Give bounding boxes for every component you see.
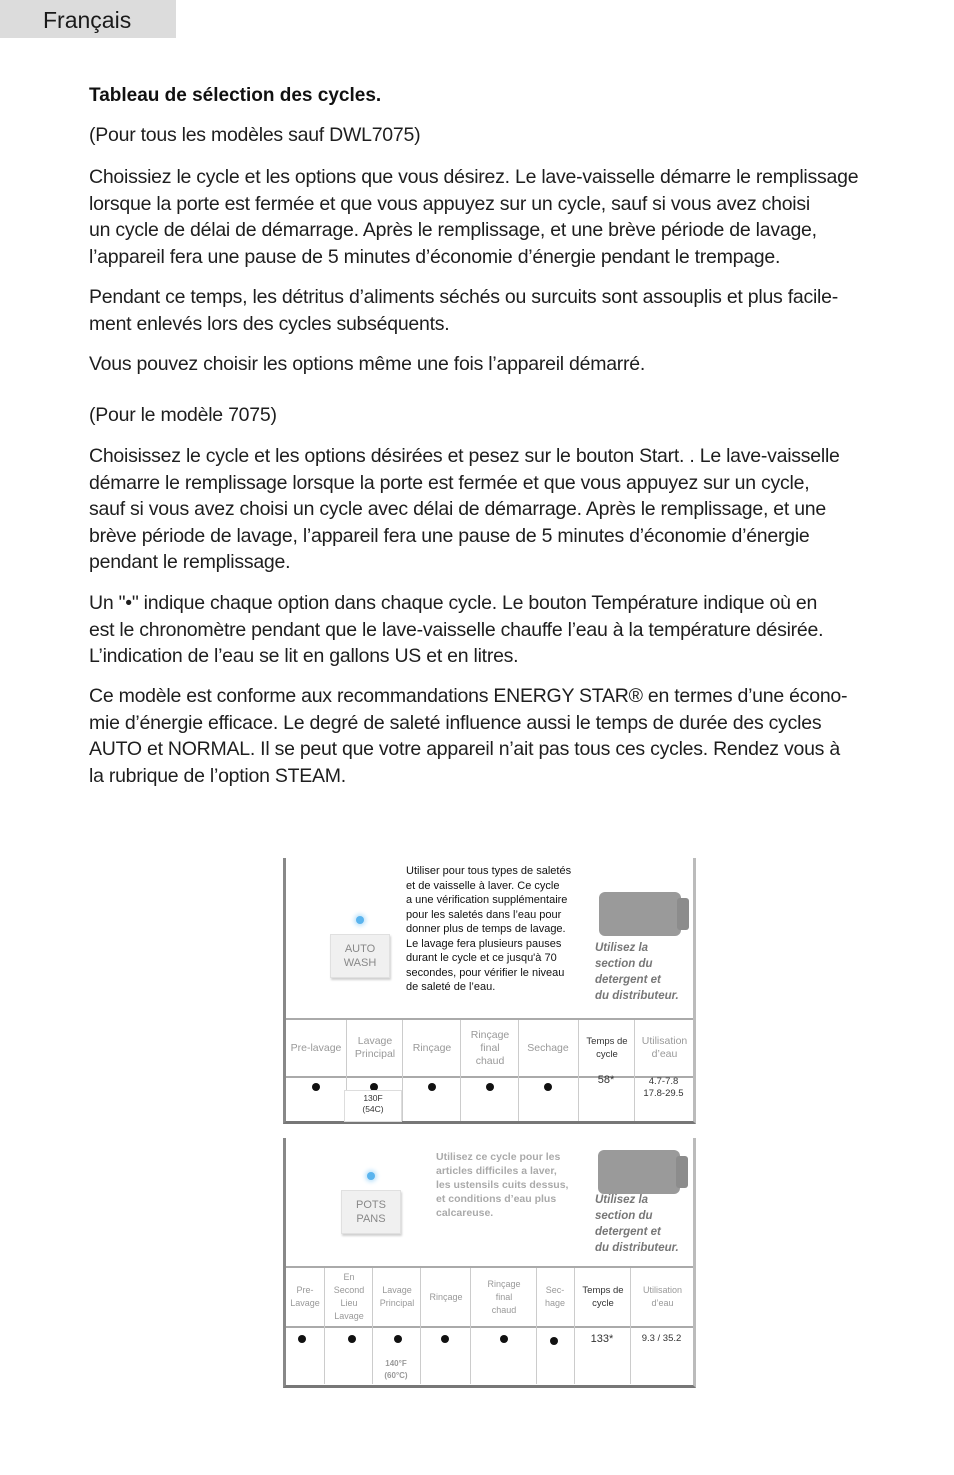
wash-temperature-label: 140°F (60°C): [384, 1359, 408, 1380]
paragraph-cycle-choice: Choissiez le cycle et les options que vous désirez. Le lave-vaisselle démarre le remplissage lorsque la porte est fermée et que vous appuyez sur un cycle, sauf si vous avez choisi un cycle de délai de démarrage. Après le remplissage, et une brève période de lavage, l’appareil fera une pause de 5 minutes d’économie d’énergie pendant le trempage.: [89, 166, 859, 268]
language-tab: Français: [0, 0, 176, 38]
header-main-wash: Lavage Principal: [346, 1020, 403, 1076]
option-dot: [312, 1083, 320, 1091]
option-dot: [441, 1335, 449, 1343]
header-second-wash: En Second Lieu Lavage: [324, 1268, 373, 1326]
pots-pans-description: Utilisez ce cycle pour les articles difficiles a laver, les ustensils cuits dessus, et conditions d’eau plus calcareuse.: [436, 1151, 569, 1219]
option-dot: [298, 1335, 306, 1343]
water-usage-value: 9.3 / 35.2: [641, 1333, 682, 1344]
detergent-dispenser-icon: [598, 1150, 680, 1194]
auto-wash-indicator-light: [356, 916, 364, 924]
auto-wash-button[interactable]: AUTO WASH: [330, 934, 390, 978]
paragraph-energy-star: Ce modèle est conforme aux recommandations ENERGY STAR® en termes d’une écono- mie d’énergie efficace. Le degré de saleté influence aussi le temps de durée des cycles AUTO et NORMAL. Il se peut que votre appareil n’ait pas tous ces cycles. Rendez vous à la rubrique de l’option STEAM.: [89, 685, 848, 787]
pots-pans-header-row: [286, 1266, 693, 1328]
divider: [470, 1324, 471, 1384]
header-final-hot-rinse: Rinçage final chaud: [470, 1268, 537, 1326]
option-dot: [394, 1335, 402, 1343]
header-cycle-time: Temps de cycle: [574, 1268, 631, 1326]
divider: [536, 1324, 537, 1384]
pots-pans-button[interactable]: POTS PANS: [341, 1190, 401, 1234]
paragraph-models-note: (Pour tous les modèles sauf DWL7075): [89, 124, 421, 146]
auto-wash-header-row: [286, 1018, 693, 1078]
divider: [324, 1324, 325, 1384]
pots-pans-indicator-light: [367, 1172, 375, 1180]
header-prewash: Pre- Lavage: [290, 1285, 320, 1308]
divider: [372, 1324, 373, 1384]
section-heading: Tableau de sélection des cycles.: [89, 85, 382, 106]
detergent-note: Utilisez la section du detergent et du distributeur.: [595, 942, 679, 1002]
divider: [420, 1324, 421, 1384]
header-water-usage: Utilisation d’eau: [630, 1268, 694, 1326]
detergent-note: Utilisez la section du detergent et du distributeur.: [595, 1194, 679, 1254]
cycle-time-value: 133*: [590, 1333, 614, 1345]
water-usage-value: 4.7-7.8 17.8-29.5: [643, 1076, 684, 1099]
header-dry: Sec- hage: [536, 1268, 573, 1326]
auto-wash-panel: [283, 858, 696, 1124]
header-cycle-time: Temps de cycle: [578, 1020, 635, 1076]
header-water-usage: Utilisation d’eau: [634, 1020, 694, 1076]
divider: [460, 1074, 461, 1121]
header-prewash: Pre-lavage: [290, 1041, 342, 1054]
header-main-wash: Lavage Principal: [372, 1268, 421, 1326]
auto-wash-description: Utiliser pour tous types de saletés et de vaisselle à laver. Ce cycle a une vérification supplémentaire pour les saletés dans l’eau pour donner plus de temps de lavage. Le lavage fera plusieurs pauses durant le cycle et ce jusqu'à 70 secondes, pour vérifier le niveau de saleté de l’eau.: [406, 865, 572, 993]
option-dot: [348, 1335, 356, 1343]
option-dot: [544, 1083, 552, 1091]
paragraph-start-button: Choisissez le cycle et les options désirées et pesez sur le bouton Start. . Le lave-vaisselle démarre le remplissage lorsque la porte est fermée et que vous appuyez sur un cycle, sauf si vous avez choisi un cycle avec délai de démarrage. Après le remplissage, et une brève période de lavage, l’appareil fera une pause de 5 minutes d’économie d’énergie pendant le remplissage.: [89, 445, 840, 573]
option-dot: [486, 1083, 494, 1091]
divider: [402, 1074, 403, 1121]
header-final-hot-rinse: Rinçage final chaud: [460, 1020, 519, 1076]
divider: [518, 1074, 519, 1121]
detergent-dispenser-icon: [599, 892, 681, 936]
paragraph-dot-legend: Un "•" indique chaque option dans chaque cycle. Le bouton Température indique où en est le chronomètre pendant que le lave-vaisselle chauffe l’eau à la température désirée. L’indication de l’eau se lit en gallons US et en litres.: [89, 592, 824, 667]
pots-pans-panel: [283, 1138, 696, 1388]
paragraph-model-7075: (Pour le modèle 7075): [89, 404, 277, 426]
option-dot: [428, 1083, 436, 1091]
header-rinse: Rinçage: [402, 1020, 461, 1076]
header-rinse: Rinçage: [420, 1268, 471, 1326]
header-dry: Sechage: [518, 1020, 577, 1076]
paragraph-options-info: Vous pouvez choisir les options même une fois l’appareil démarré.: [89, 353, 646, 375]
option-dot: [500, 1335, 508, 1343]
wash-temperature-label: 130F (54C): [344, 1090, 402, 1122]
option-dot: [550, 1337, 558, 1345]
cycle-time-value: 58*: [597, 1074, 615, 1086]
paragraph-soak-info: Pendant ce temps, les détritus d’aliments séchés ou surcuits sont assouplis et plus facile- ment enlevés lors des cycles subséquents.: [89, 286, 838, 335]
